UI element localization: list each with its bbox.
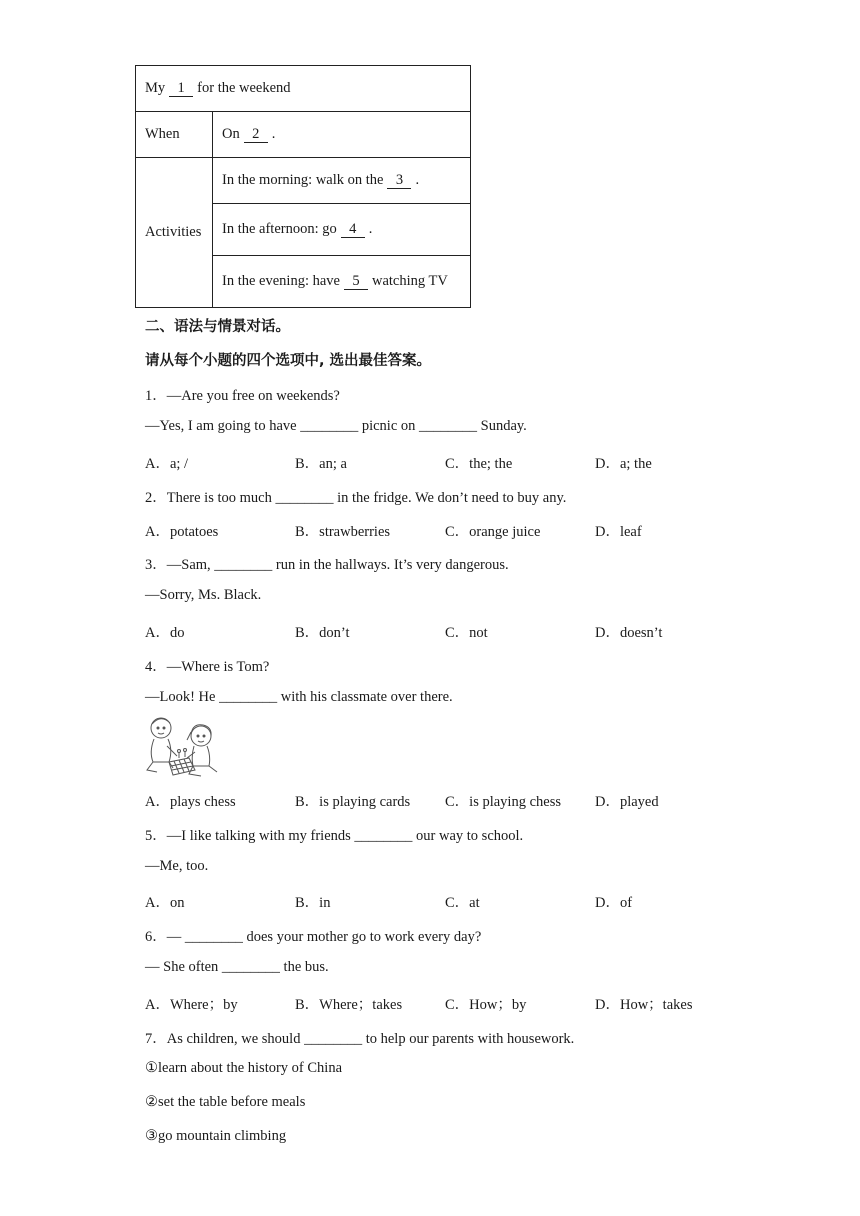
question-1-option-a: A．a; /: [145, 456, 189, 472]
question-4-option-b: B．is playing cards: [295, 794, 411, 810]
when-label: When: [136, 112, 213, 158]
question-4-line-2: —Look! He ________ with his classmate over there.: [145, 689, 453, 705]
evening-cell: In the evening: have 5 watching TV: [213, 256, 471, 308]
question-5-option-a: A．on: [145, 895, 185, 911]
question-5-option-b: B．in: [295, 895, 331, 911]
section-heading: 二、语法与情景对话。: [145, 319, 290, 335]
question-5-option-d: D．of: [595, 895, 633, 911]
blank-1: 1: [169, 81, 193, 97]
question-3-option-d: D．doesn’t: [595, 625, 663, 641]
question-1-option-d: D．a; the: [595, 456, 652, 472]
question-4-option-d: D．played: [595, 794, 659, 810]
question-2-option-b: B．strawberries: [295, 524, 391, 540]
children-playing-chess-illustration: [143, 712, 221, 780]
question-3-option-a: A．do: [145, 625, 185, 641]
question-6-option-c: C．How；by: [445, 997, 527, 1013]
question-6-line-1: 6．— ________ does your mother go to work every day?: [145, 929, 482, 945]
question-4-option-a: A．plays chess: [145, 794, 236, 810]
question-3-line-1: 3．—Sam, ________ run in the hallways. It’s very dangerous.: [145, 557, 509, 573]
question-2-option-d: D．leaf: [595, 524, 642, 540]
question-6-line-2: — She often ________ the bus.: [145, 959, 329, 975]
question-3-line-2: —Sorry, Ms. Black.: [145, 587, 262, 603]
question-7-line-1: 7．As children, we should ________ to help our parents with housework.: [145, 1031, 575, 1047]
question-7-item-3: ③go mountain climbing: [145, 1128, 287, 1144]
blank-3: 3: [387, 173, 411, 189]
activities-label: Activities: [136, 158, 213, 308]
afternoon-cell: In the afternoon: go 4 .: [213, 204, 471, 256]
blank-5: 5: [344, 274, 368, 290]
question-2-line-1: 2．There is too much ________ in the fridge. We don’t need to buy any.: [145, 490, 567, 506]
section-instruction: 请从每个小题的四个选项中, 选出最佳答案。: [145, 353, 432, 369]
question-2-option-c: C．orange juice: [445, 524, 541, 540]
question-1-option-c: C．the; the: [445, 456, 513, 472]
question-1-option-b: B．an; a: [295, 456, 347, 472]
question-5-line-2: —Me, too.: [145, 858, 209, 874]
morning-cell: In the morning: walk on the 3 .: [213, 158, 471, 204]
question-3-option-c: C．not: [445, 625, 488, 641]
when-value-cell: On 2 .: [213, 112, 471, 158]
question-4-option-c: C．is playing chess: [445, 794, 561, 810]
question-2-option-a: A．potatoes: [145, 524, 219, 540]
question-7-item-1: ①learn about the history of China: [145, 1060, 343, 1076]
question-3-option-b: B．don’t: [295, 625, 350, 641]
blank-2: 2: [244, 127, 268, 143]
question-6-option-d: D．How；takes: [595, 997, 693, 1013]
question-5-option-c: C．at: [445, 895, 480, 911]
blank-4: 4: [341, 222, 365, 238]
question-6-option-a: A．Where；by: [145, 997, 238, 1013]
question-4-line-1: 4．—Where is Tom?: [145, 659, 270, 675]
question-1-line-2: —Yes, I am going to have ________ picnic on ________ Sunday.: [145, 418, 527, 434]
question-1-line-1: 1．—Are you free on weekends?: [145, 388, 340, 404]
question-7-item-2: ②set the table before meals: [145, 1094, 306, 1110]
weekend-plan-table: [135, 65, 471, 308]
question-6-option-b: B．Where；takes: [295, 997, 403, 1013]
question-5-line-1: 5．—I like talking with my friends ________ our way to school.: [145, 828, 524, 844]
table-title-cell: My 1 for the weekend: [136, 66, 471, 112]
